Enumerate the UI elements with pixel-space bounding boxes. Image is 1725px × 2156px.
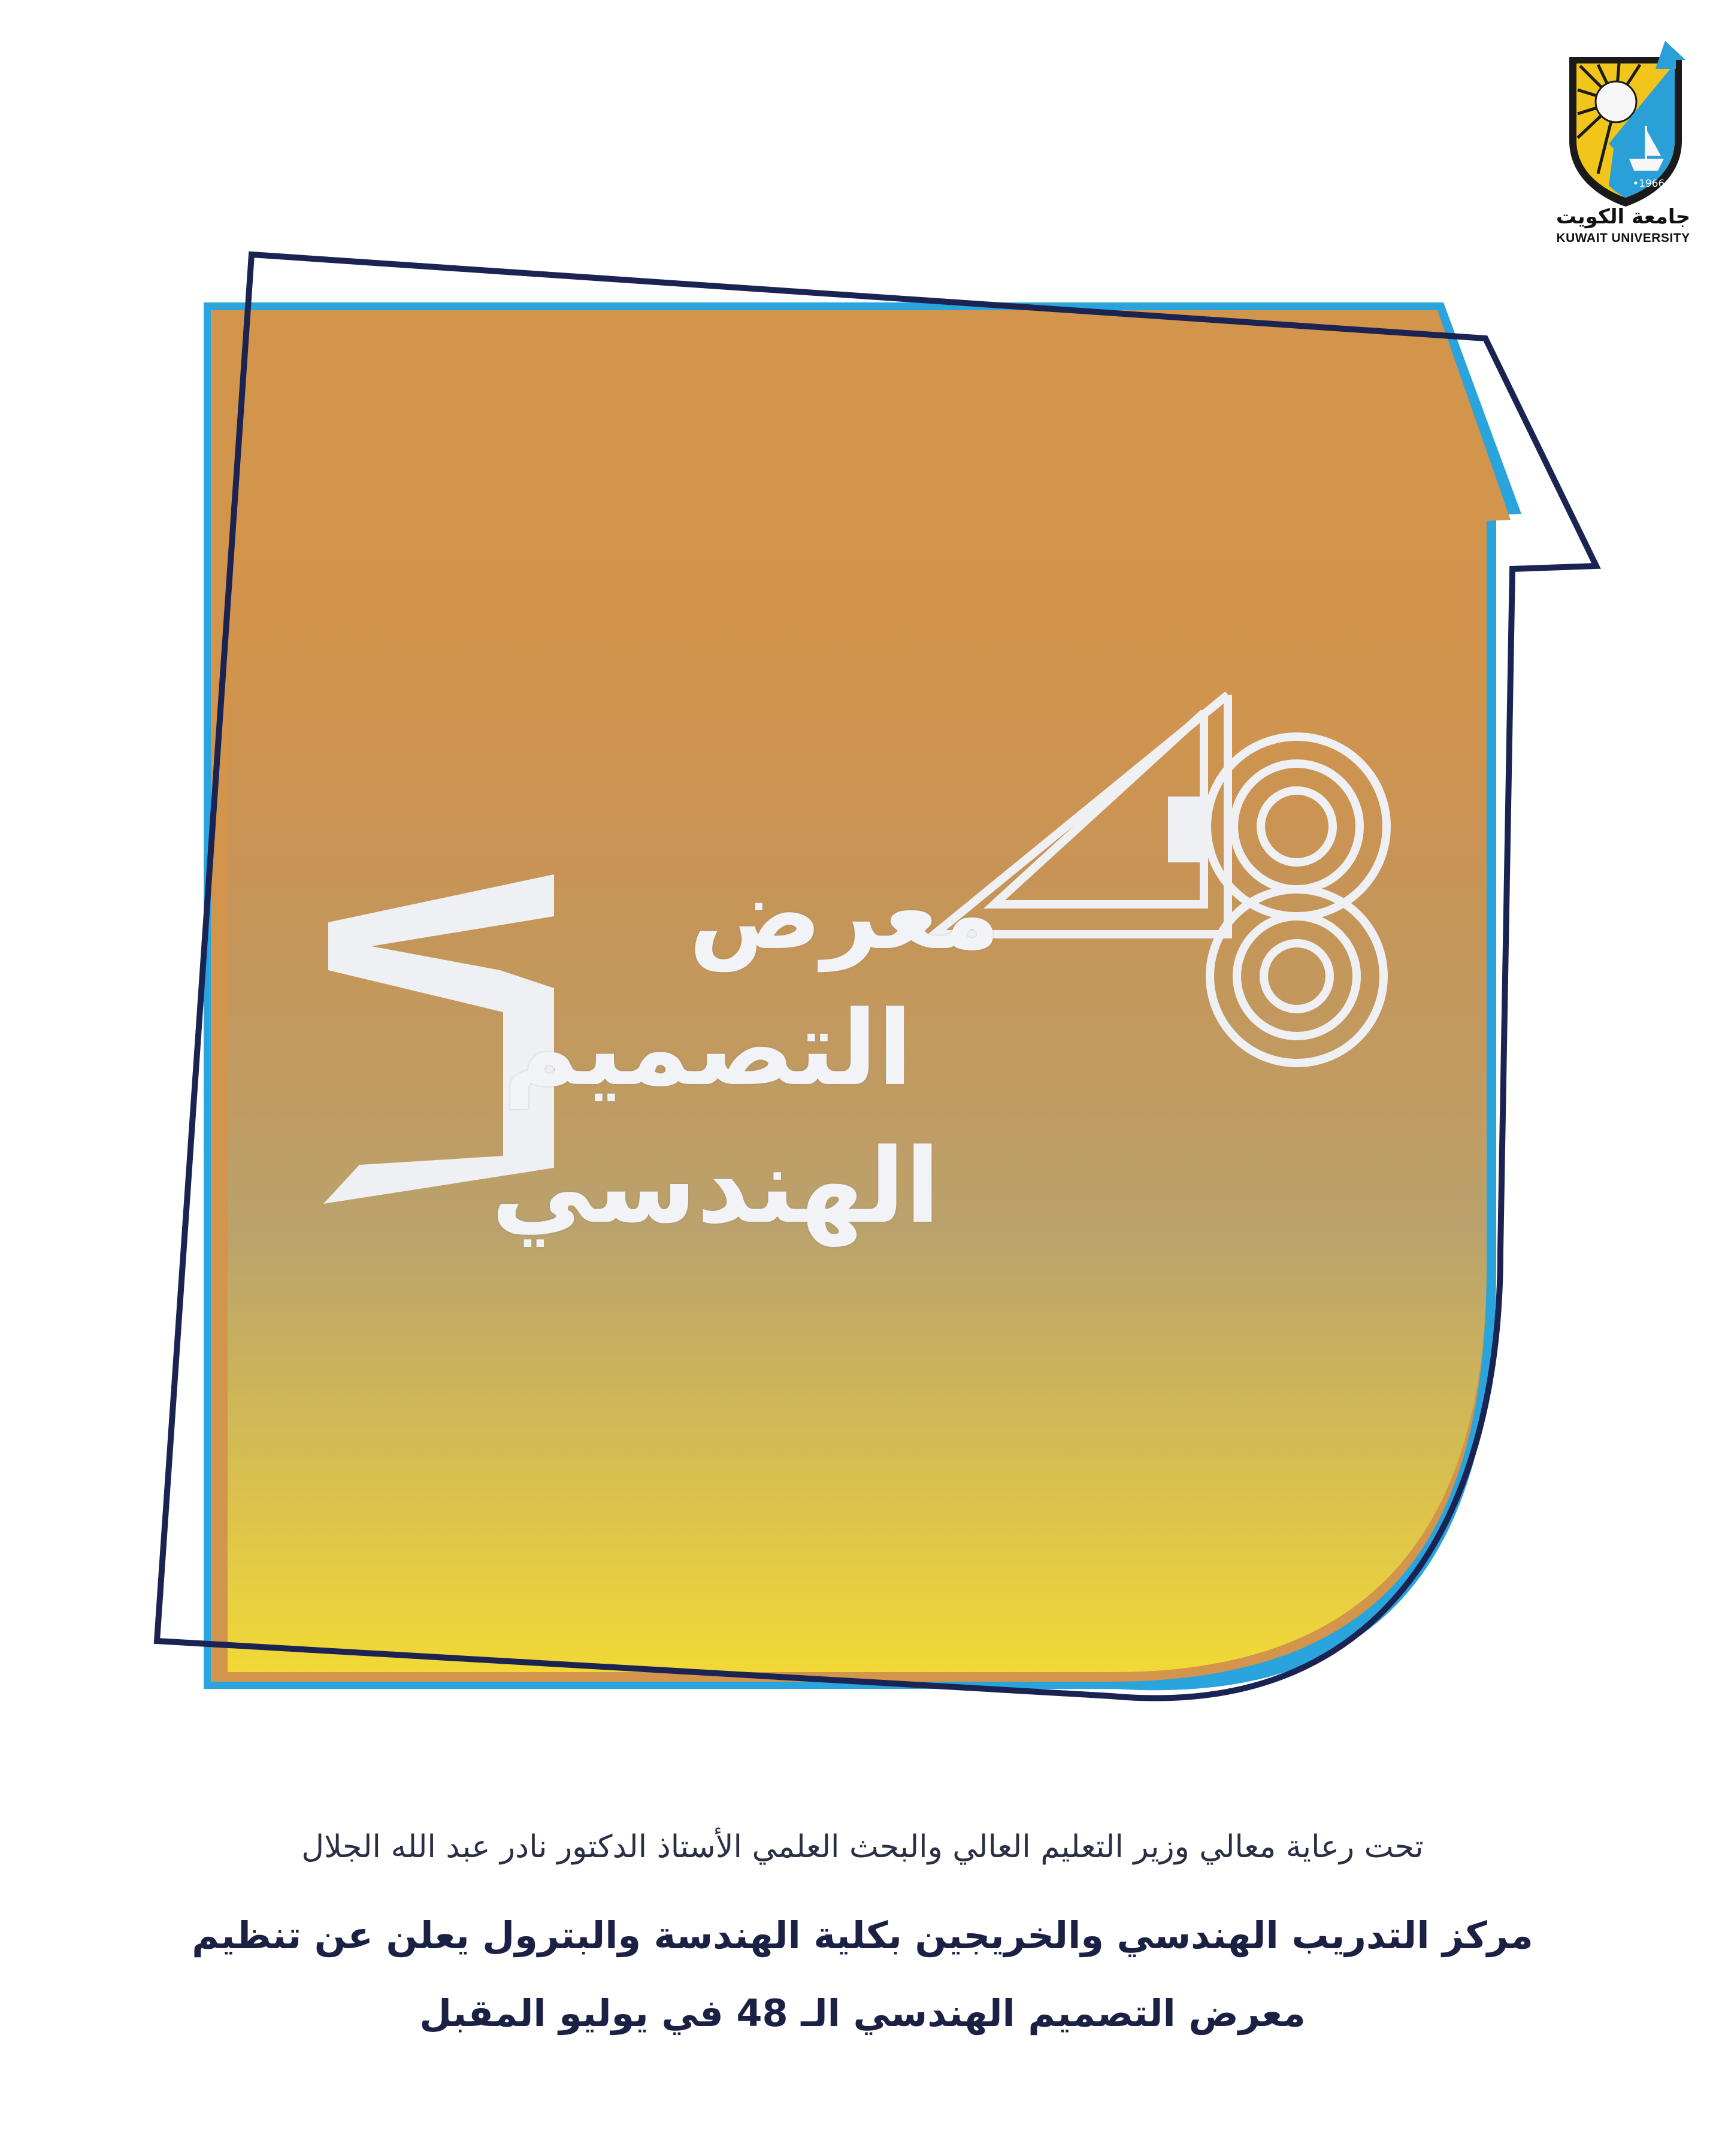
- exhibition-title-line3: الهندسي: [491, 1126, 940, 1246]
- kuwait-university-logo: [1533, 36, 1713, 252]
- exhibition-title-line2: التصميم: [503, 988, 913, 1109]
- university-name-arabic: جامعة الكويت: [1555, 205, 1691, 229]
- logo-year: •1966•: [1633, 178, 1671, 190]
- patronage-line: تحت رعاية معالي وزير التعليم العالي والبحث العلمي الأستاذ الدكتور نادر عبد الله الجلال: [301, 1829, 1424, 1865]
- university-crest-icon: [1562, 36, 1689, 210]
- exhibition-date-line: معرض التصميم الهندسي الـ 48 في يوليو المقبل: [419, 1991, 1306, 2035]
- university-name-english: KUWAIT UNIVERSITY: [1556, 231, 1690, 245]
- announcement-line: مركز التدريب الهندسي والخريجين بكلية الهندسة والبترول يعلن عن تنظيم: [192, 1913, 1533, 1957]
- exhibition-title-line1: معرض: [689, 856, 1000, 971]
